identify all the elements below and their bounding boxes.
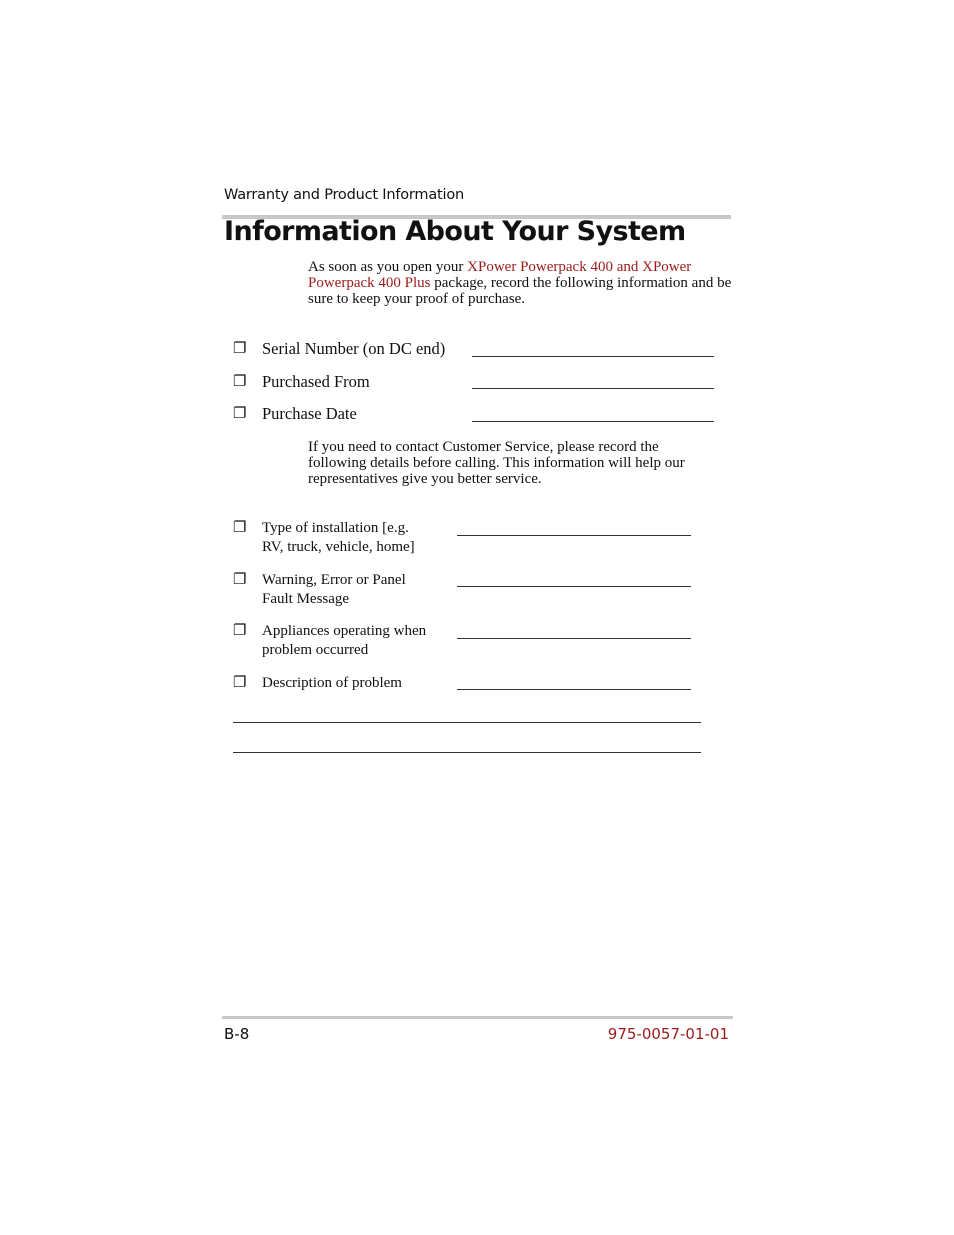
intro-pre: As soon as you open your bbox=[308, 259, 468, 275]
intro-post: package, record the following information and be sure to keep your proof of purchase. bbox=[308, 274, 732, 307]
checkbox-icon[interactable]: ❐ bbox=[233, 374, 247, 390]
footer-rule bbox=[222, 1016, 733, 1019]
field-label-line1: Warning, Error or Panel bbox=[262, 572, 406, 588]
checkbox-icon[interactable]: ❐ bbox=[233, 675, 247, 691]
intro-paragraph bbox=[308, 260, 733, 307]
document-number: 975-0057-01-01 bbox=[607, 1025, 729, 1043]
field-label-line1: Type of installation [e.g. bbox=[262, 520, 409, 536]
problem-description-blank[interactable] bbox=[457, 689, 691, 690]
field-label: Purchase Date bbox=[262, 404, 357, 423]
checkbox-icon[interactable]: ❐ bbox=[233, 406, 247, 422]
field-label-line2: RV, truck, vehicle, home] bbox=[262, 539, 415, 555]
warning-message-blank[interactable] bbox=[457, 586, 691, 587]
field-label-line2: problem occurred bbox=[262, 642, 369, 658]
field-label-line1: Appliances operating when bbox=[262, 623, 427, 639]
checkbox-icon[interactable]: ❐ bbox=[233, 341, 247, 357]
purchased-from-blank[interactable] bbox=[472, 388, 714, 389]
field-label-line2: Fault Message bbox=[262, 591, 350, 607]
installation-type-blank[interactable] bbox=[457, 535, 691, 536]
service-note: If you need to contact Customer Service, please record the following details before calling. This information will help our representatives give you better service. bbox=[308, 439, 685, 487]
checkbox-icon[interactable]: ❐ bbox=[233, 623, 247, 639]
running-header: Warranty and Product Information bbox=[224, 187, 465, 203]
serial-number-blank[interactable] bbox=[472, 356, 714, 357]
product-name-link: XPower Powerpack 400 and XPower Powerpack 400 Plus bbox=[308, 259, 692, 291]
description-line-1[interactable] bbox=[233, 722, 701, 723]
checkbox-icon[interactable]: ❐ bbox=[233, 572, 247, 588]
field-label: Serial Number (on DC end) bbox=[262, 339, 446, 358]
page-title: Information About Your System bbox=[224, 216, 686, 247]
checkbox-icon[interactable]: ❐ bbox=[233, 520, 247, 536]
field-label: Description of problem bbox=[262, 675, 402, 691]
page-number: B-8 bbox=[224, 1025, 250, 1043]
description-line-2[interactable] bbox=[233, 752, 701, 753]
field-label: Purchased From bbox=[262, 372, 370, 391]
purchase-date-blank[interactable] bbox=[472, 421, 714, 422]
appliances-operating-blank[interactable] bbox=[457, 638, 691, 639]
